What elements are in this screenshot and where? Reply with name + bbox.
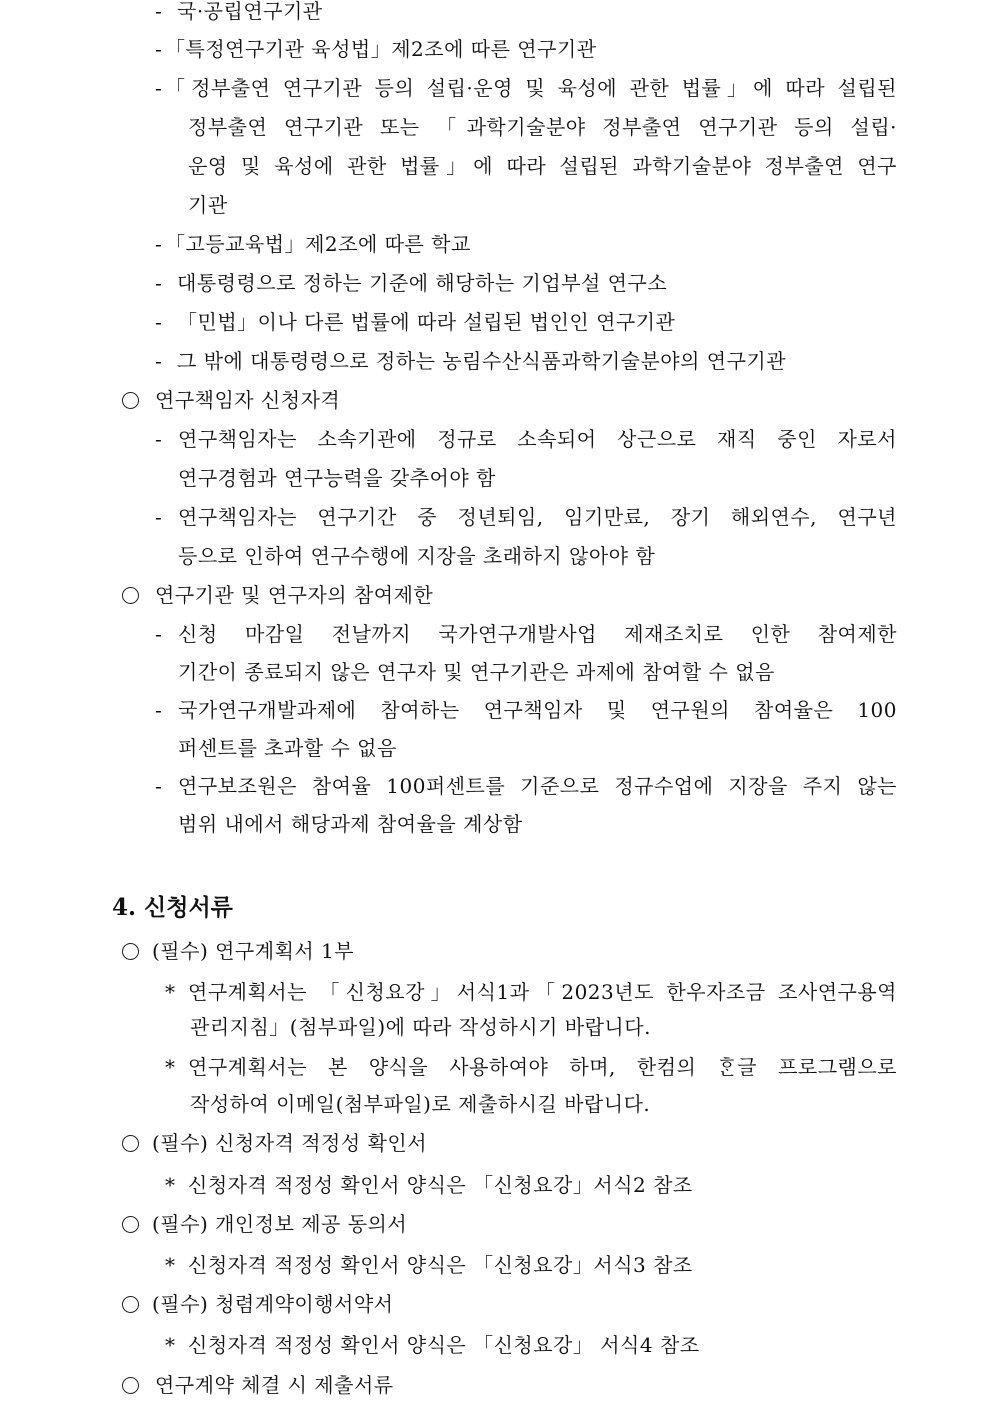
qualification-item: 연구책임자는 연구기간 중 정년퇴임, 임기만료, 장기 해외연수, 연구년: [178, 505, 897, 529]
document-note: 신청자격 적정성 확인서 양식은 「신청요강」서식3 참조: [188, 1253, 693, 1277]
document-note-continuation: 관리지침」(첨부파일)에 따라 작성하시기 바랍니다.: [190, 1015, 651, 1039]
circle-bullet-icon: [122, 1135, 139, 1152]
dash-bullet: -: [155, 349, 162, 373]
circle-bullet-icon: [122, 1377, 139, 1394]
dash-bullet: -: [155, 505, 162, 529]
asterisk-note-marker: *: [165, 1333, 175, 1357]
qualification-item-continuation: 등으로 인하여 연구수행에 지장을 초래하지 않아야 함: [178, 544, 656, 568]
dash-bullet: -: [155, 76, 162, 100]
institution-item-continuation: 운영 및 육성에 관한 법률」에 따라 설립된 과학기술분야 정부출연 연구: [188, 154, 897, 178]
limit-item: 신청 마감일 전날까지 국가연구개발사업 제재조치로 인한 참여제한: [178, 622, 897, 646]
qualification-item-continuation: 연구경험과 연구능력을 갖추어야 함: [178, 466, 496, 490]
document-item-title: 연구계약 체결 시 제출서류: [155, 1373, 394, 1397]
asterisk-note-marker: *: [165, 980, 175, 1004]
circle-bullet-icon: [122, 943, 139, 960]
dash-bullet: -: [155, 427, 162, 451]
subsection-title: 연구기관 및 연구자의 참여제한: [155, 583, 434, 607]
subsection-title: 연구책임자 신청자격: [155, 388, 341, 412]
asterisk-note-marker: *: [165, 1173, 175, 1197]
institution-item: 국·공립연구기관: [177, 0, 323, 23]
institution-item-continuation: 정부출연 연구기관 또는 「과학기술분야 정부출연 연구기관 등의 설립·: [188, 115, 897, 139]
dash-bullet: -: [155, 232, 162, 256]
dash-bullet: -: [155, 774, 162, 798]
asterisk-note-marker: *: [165, 1253, 175, 1277]
asterisk-note-marker: *: [165, 1055, 175, 1079]
limit-item-continuation: 기간이 종료되지 않은 연구자 및 연구기관은 과제에 참여할 수 없음: [178, 660, 775, 684]
dash-bullet: -: [155, 0, 162, 23]
circle-bullet-icon: [122, 1296, 139, 1313]
document-note: 연구계획서는 「신청요강」서식1과「2023년도 한우자조금 조사연구용역: [188, 980, 897, 1004]
dash-bullet: -: [155, 698, 162, 722]
document-item-title: (필수) 신청자격 적정성 확인서: [152, 1131, 428, 1155]
document-note: 신청자격 적정성 확인서 양식은 「신청요강」 서식4 참조: [188, 1333, 700, 1357]
institution-item: 그 밖에 대통령령으로 정하는 농림수산식품과학기술분야의 연구기관: [177, 349, 787, 373]
circle-bullet-icon: [122, 392, 139, 409]
section-heading: 4. 신청서류: [112, 894, 233, 921]
institution-item: 「정부출연 연구기관 등의 설립·운영 및 육성에 관한 법률」에 따라 설립된: [165, 76, 897, 100]
limit-item-continuation: 범위 내에서 해당과제 참여율을 계상함: [178, 812, 523, 836]
document-item-title: (필수) 청렴계약이행서약서: [152, 1292, 394, 1316]
institution-item-continuation: 기관: [188, 193, 228, 217]
document-item-title: (필수) 개인정보 제공 동의서: [152, 1212, 408, 1236]
qualification-item: 연구책임자는 소속기관에 정규로 소속되어 상근으로 재직 중인 자로서: [178, 427, 897, 451]
limit-item: 국가연구개발과제에 참여하는 연구책임자 및 연구원의 참여율은 100: [178, 698, 897, 722]
institution-item: 「특정연구기관 육성법」제2조에 따른 연구기관: [165, 37, 597, 61]
document-note-continuation: 작성하여 이메일(첨부파일)로 제출하시길 바랍니다.: [190, 1092, 651, 1116]
dash-bullet: -: [155, 37, 162, 61]
document-item-title: (필수) 연구계획서 1부: [152, 939, 355, 963]
limit-item-continuation: 퍼센트를 초과할 수 없음: [178, 736, 397, 760]
institution-item: 「고등교육법」제2조에 따른 학교: [165, 232, 471, 256]
document-note: 신청자격 적정성 확인서 양식은 「신청요강」서식2 참조: [188, 1173, 693, 1197]
institution-item: 대통령령으로 정하는 기준에 해당하는 기업부설 연구소: [177, 271, 668, 295]
circle-bullet-icon: [122, 1216, 139, 1233]
institution-item: 「민법」이나 다른 법률에 따라 설립된 법인인 연구기관: [177, 310, 676, 334]
dash-bullet: -: [155, 271, 162, 295]
document-note: 연구계획서는 본 양식을 사용하여야 하며, 한컴의 ᄒᆞᆫ글 프로그램으로: [188, 1055, 897, 1079]
dash-bullet: -: [155, 622, 162, 646]
limit-item: 연구보조원은 참여율 100퍼센트를 기준으로 정규수업에 지장을 주지 않는: [178, 774, 897, 798]
circle-bullet-icon: [122, 587, 139, 604]
dash-bullet: -: [155, 310, 162, 334]
